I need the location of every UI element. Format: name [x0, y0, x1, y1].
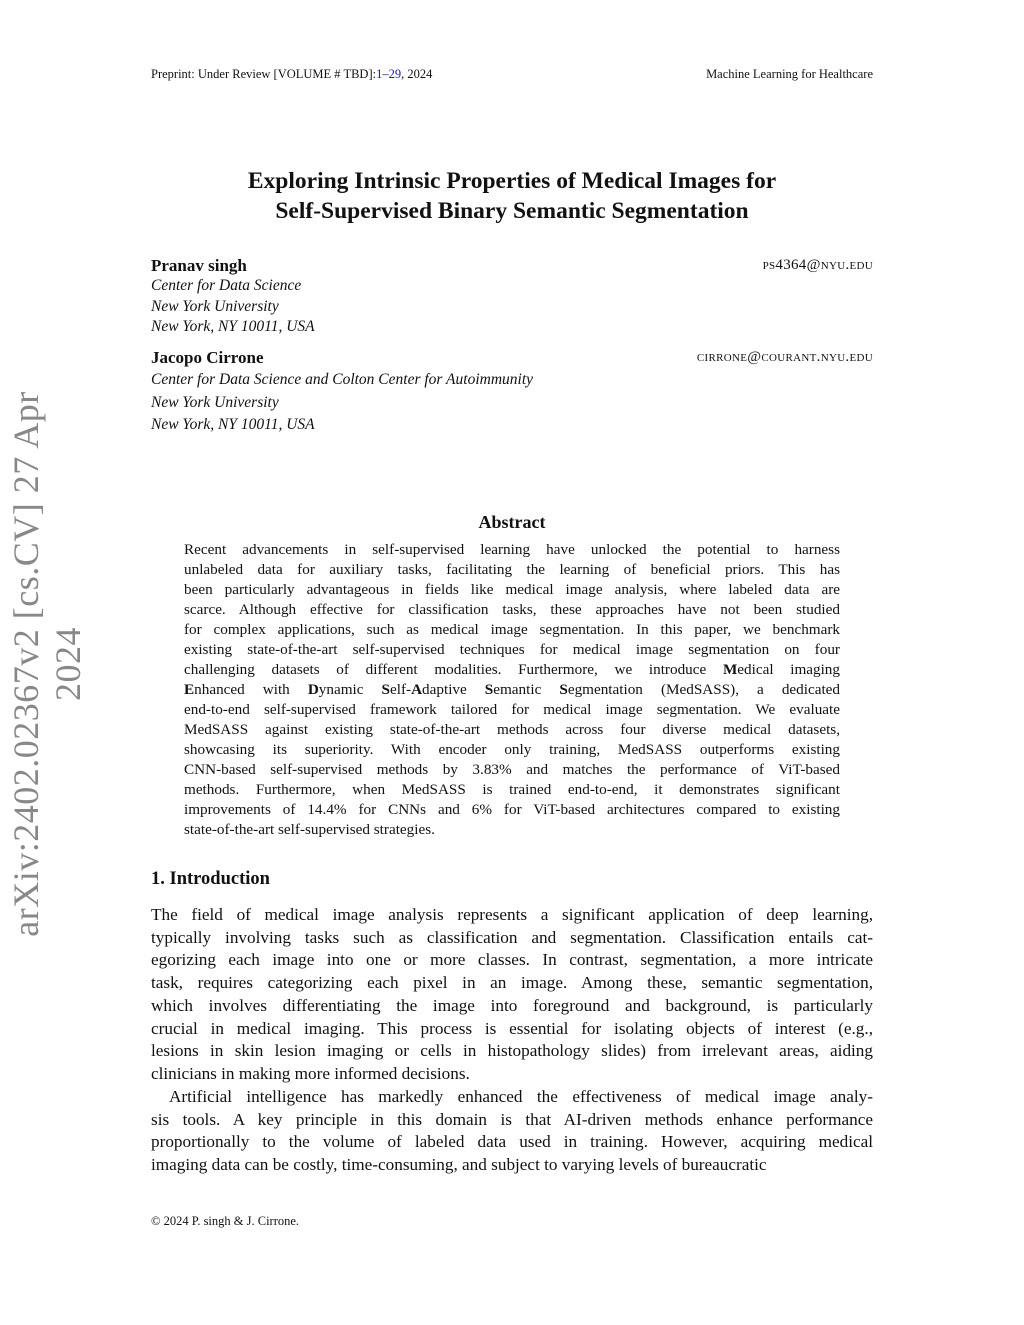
text-line: sis tools. A key principle in this domain is that AI-driven methods enhance performance: [151, 1109, 873, 1129]
text-line: which involves differentiating the image into foreground and background, is particularly: [151, 995, 873, 1015]
bold-initial: A: [411, 681, 423, 698]
author-block: [151, 255, 873, 338]
text-segment: daptive: [422, 681, 485, 698]
text-line: Artificial intelligence has markedly enhanced the effectiveness of medical image analy-: [169, 1087, 873, 1106]
text-line: The field of medical image analysis represents a significant application of deep learning,: [151, 905, 873, 924]
text-segment: egmentation (MedSASS), a dedicated: [567, 681, 841, 698]
text-segment: elf-: [390, 681, 412, 698]
text-line: proportionally to the volume of labeled data used in training. However, acquiring medical: [151, 1132, 873, 1152]
text-line: end-to-end self-supervised framework tailored for medical image segmentation. We evaluate: [184, 701, 840, 718]
affiliation-line: New York University: [151, 393, 279, 411]
text-segment: edical imaging: [737, 661, 840, 678]
affiliation-line: New York University: [151, 297, 279, 315]
text-line: improvements of 14.4% for CNNs and 6% for ViT-based architectures compared to existing: [184, 801, 840, 818]
text-line: Recent advancements in self-supervised learning have unlocked the potential to harness: [184, 541, 840, 558]
text-segment: ynamic: [318, 681, 382, 698]
arxiv-identifier: arXiv:2402.02367v2 [cs.CV] 27 Apr 2024: [6, 391, 88, 937]
bold-initial: S: [484, 681, 494, 698]
affiliation-line: New York, NY 10011, USA: [151, 318, 315, 335]
running-head-left: Preprint: Under Review [VOLUME # TBD]:1–29, 2024: [151, 67, 433, 81]
text-line: been particularly advantageous in fields like medical image analysis, where labeled data are: [184, 581, 840, 598]
page-start-link[interactable]: 1: [376, 67, 383, 81]
abstract-heading: Abstract: [478, 512, 546, 532]
text-line: scarce. Although effective for classification tasks, these approaches have not been studied: [184, 601, 840, 618]
bold-initial: M: [722, 661, 738, 678]
text-line: clinicians in making more informed decisions.: [151, 1063, 470, 1083]
text-line: unlabeled data for auxiliary tasks, facilitating the learning of beneficial priors. This has: [184, 561, 840, 578]
text-line: methods. Furthermore, when MedSASS is trained end-to-end, it demonstrates significant: [184, 781, 840, 798]
bold-initial: S: [559, 681, 568, 698]
intro-paragraph: [151, 904, 873, 1086]
abstract-body: [184, 540, 840, 840]
text-line: typically involving tasks such as classification and segmentation. Classification entails cat-: [151, 927, 873, 947]
text-segment: challenging datasets of different modalities. Furthermore, we introduce: [184, 661, 723, 678]
text-line: existing state-of-the-art self-supervised techniques for medical image segmentation on four: [184, 641, 840, 658]
author-email[interactable]: ps4364@nyu.edu: [762, 257, 873, 273]
running-head-right: Machine Learning for Healthcare: [706, 67, 873, 81]
text-line: crucial in medical imaging. This process is essential for isolating objects of interest (e.g.,: [151, 1018, 873, 1038]
title-line: Self-Supervised Binary Semantic Segmentation: [275, 198, 749, 224]
text-segment: nhanced with: [194, 681, 308, 698]
paper-title: [0, 166, 1024, 226]
text-line: [184, 660, 840, 680]
text-line: [184, 680, 840, 700]
text-line: CNN-based self-supervised methods by 3.83% and matches the performance of ViT-based: [184, 761, 840, 778]
text-segment: emantic: [493, 681, 560, 698]
section-heading: 1. Introduction: [151, 869, 270, 889]
affiliation-line: Center for Data Science: [151, 277, 302, 294]
text-line: egorizing each image into one or more classes. In contrast, segmentation, a more intricate: [151, 950, 873, 970]
text-line: imaging data can be costly, time-consuming, and subject to varying levels of bureaucratic: [151, 1155, 767, 1175]
running-head: [151, 67, 873, 82]
page-end-link[interactable]: 29: [388, 67, 402, 81]
author-block: [151, 347, 873, 436]
author-name: Jacopo Cirrone: [151, 348, 264, 367]
text-line: task, requires categorizing each pixel in an image. Among these, semantic segmentation,: [151, 973, 873, 993]
text-line: lesions in skin lesion imaging or cells in histopathology slides) from irrelevant areas, aiding: [151, 1041, 873, 1061]
bold-initial: E: [184, 681, 195, 698]
bold-initial: S: [381, 681, 390, 698]
bold-initial: D: [307, 681, 319, 698]
author-email[interactable]: cirrone@courant.nyu.edu: [696, 349, 873, 365]
intro-paragraph: [151, 1086, 873, 1177]
text-line: state-of-the-art self-supervised strategies.: [184, 821, 435, 838]
copyright-footer: © 2024 P. singh & J. Cirrone.: [151, 1214, 300, 1228]
affiliation-line: New York, NY 10011, USA: [151, 416, 315, 433]
affiliation-line: Center for Data Science and Colton Center for Autoimmunity: [151, 371, 534, 388]
title-line: Exploring Intrinsic Properties of Medical Images for: [247, 168, 777, 194]
text-line: for complex applications, such as medical image segmentation. In this paper, we benchmark: [184, 621, 840, 638]
text-line: MedSASS against existing state-of-the-art methods across four diverse medical datasets,: [184, 721, 840, 738]
author-name: Pranav singh: [151, 256, 247, 275]
text-line: showcasing its superiority. With encoder only training, MedSASS outperforms existing: [184, 741, 840, 758]
